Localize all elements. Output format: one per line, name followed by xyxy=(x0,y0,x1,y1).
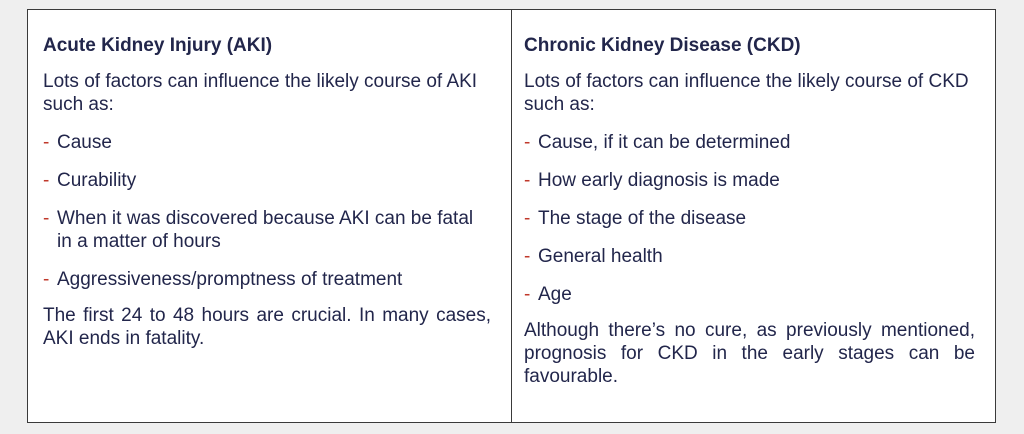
list-item xyxy=(524,207,975,230)
list-item-text: When it was discovered because AKI can be fatal in a matter of hours xyxy=(57,208,474,252)
list-item xyxy=(43,268,491,291)
list-item xyxy=(43,169,491,192)
bullet-marker: - xyxy=(43,170,50,191)
bullet-marker: - xyxy=(524,284,531,305)
list-item-text: The stage of the disease xyxy=(538,208,747,229)
list-item xyxy=(43,131,491,154)
list-item-text: How early diagnosis is made xyxy=(538,170,780,191)
list-item-text: Aggressiveness/promptness of treatment xyxy=(57,269,403,290)
list-item xyxy=(524,245,975,268)
aki-intro: Lots of factors can influence the likely course of AKI such as: xyxy=(43,71,478,115)
bullet-marker: - xyxy=(524,170,531,191)
ckd-heading: Chronic Kidney Disease (CKD) xyxy=(524,35,801,56)
ckd-column xyxy=(512,10,995,422)
aki-bullet-list xyxy=(43,131,491,291)
ckd-bullet-list xyxy=(524,131,975,306)
aki-closing: The first 24 to 48 hours are crucial. In many cases, AKI ends in fatality. xyxy=(43,305,491,349)
list-item-text: Cause, if it can be determined xyxy=(538,132,791,153)
bullet-marker: - xyxy=(43,132,50,153)
list-item xyxy=(524,131,975,154)
bullet-marker: - xyxy=(43,208,50,229)
list-item-text: Age xyxy=(538,284,572,305)
comparison-table xyxy=(27,9,996,423)
ckd-intro: Lots of factors can influence the likely course of CKD such as: xyxy=(524,71,969,115)
list-item xyxy=(524,169,975,192)
bullet-marker: - xyxy=(524,208,531,229)
aki-heading: Acute Kidney Injury (AKI) xyxy=(43,35,273,56)
list-item xyxy=(43,207,491,253)
aki-column xyxy=(28,10,512,422)
list-item-text: Curability xyxy=(57,170,137,191)
ckd-closing: Although there’s no cure, as previously mentioned, prognosis for CKD in the early stages can be favourable. xyxy=(524,320,975,387)
list-item-text: Cause xyxy=(57,132,112,153)
list-item-text: General health xyxy=(538,246,663,267)
bullet-marker: - xyxy=(43,269,50,290)
bullet-marker: - xyxy=(524,132,531,153)
bullet-marker: - xyxy=(524,246,531,267)
list-item xyxy=(524,283,975,306)
